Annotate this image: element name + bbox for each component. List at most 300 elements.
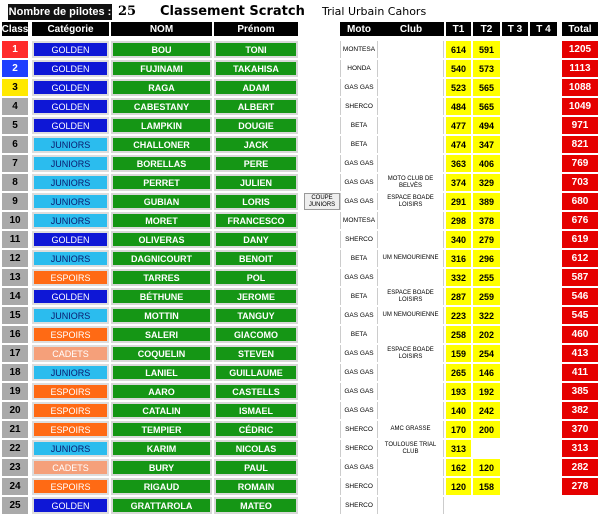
t2-score-cell: 158 — [473, 478, 500, 495]
total-cell: 545 — [562, 307, 598, 324]
table-row — [0, 212, 600, 231]
bike-cell: GAS GAS — [340, 269, 378, 286]
first-name-cell: POL — [214, 269, 298, 286]
total-cell: 971 — [562, 117, 598, 134]
rank-cell: 3 — [2, 79, 28, 96]
rank-cell: 23 — [2, 459, 28, 476]
club-cell: MOTO CLUB DE BELVÈS — [378, 174, 444, 191]
table-row — [0, 231, 600, 250]
col-header-total: Total — [562, 22, 598, 36]
t2-score-cell: 120 — [473, 459, 500, 476]
rank-cell: 18 — [2, 364, 28, 381]
t2-score-cell: 573 — [473, 60, 500, 77]
total-cell: 1113 — [562, 60, 598, 77]
last-name-cell: KARIM — [111, 440, 212, 457]
extra-cell — [304, 421, 340, 438]
first-name-cell: NICOLAS — [214, 440, 298, 457]
bike-cell: GAS GAS — [340, 364, 378, 381]
t1-score-cell: 291 — [446, 193, 471, 210]
first-name-cell: BENOIT — [214, 250, 298, 267]
page-header — [0, 0, 600, 24]
t3-score-cell — [502, 345, 528, 362]
t3-score-cell — [502, 440, 528, 457]
last-name-cell: BORELLAS — [111, 155, 212, 172]
t2-score-cell: 329 — [473, 174, 500, 191]
club-cell — [378, 79, 444, 96]
total-cell — [562, 497, 598, 514]
first-name-cell: FRANCESCO — [214, 212, 298, 229]
category-cell: JUNIORS — [32, 364, 109, 381]
t2-score-cell: 202 — [473, 326, 500, 343]
table-row — [0, 459, 600, 478]
t2-score-cell — [473, 440, 500, 457]
club-cell — [378, 155, 444, 172]
rank-cell: 14 — [2, 288, 28, 305]
t1-score-cell: 332 — [446, 269, 471, 286]
total-cell: 278 — [562, 478, 598, 495]
category-cell: ESPOIRS — [32, 383, 109, 400]
t4-score-cell — [530, 174, 557, 191]
rank-cell: 15 — [2, 307, 28, 324]
t1-score-cell: 258 — [446, 326, 471, 343]
total-cell: 411 — [562, 364, 598, 381]
first-name-cell: PAUL — [214, 459, 298, 476]
extra-cell — [304, 79, 340, 96]
event-subtitle: Trial Urbain Cahors — [322, 5, 427, 18]
extra-cell — [304, 98, 340, 115]
club-cell — [378, 497, 444, 514]
table-row — [0, 136, 600, 155]
rank-cell: 17 — [2, 345, 28, 362]
page-title: Classement Scratch — [160, 4, 305, 19]
last-name-cell: TEMPIER — [111, 421, 212, 438]
bike-cell: MONTESA — [340, 41, 378, 58]
bike-cell: BETA — [340, 250, 378, 267]
t2-score-cell: 406 — [473, 155, 500, 172]
first-name-cell: CÉDRIC — [214, 421, 298, 438]
total-cell: 676 — [562, 212, 598, 229]
total-cell: 769 — [562, 155, 598, 172]
extra-cell — [304, 250, 340, 267]
pilot-count-value: 25 — [118, 4, 137, 19]
table-row — [0, 402, 600, 421]
category-cell: GOLDEN — [32, 98, 109, 115]
bike-cell: SHERCO — [340, 231, 378, 248]
t4-score-cell — [530, 41, 557, 58]
total-cell: 1205 — [562, 41, 598, 58]
category-cell: JUNIORS — [32, 193, 109, 210]
last-name-cell: GUBIAN — [111, 193, 212, 210]
t1-score-cell: 313 — [446, 440, 471, 457]
t1-score-cell: 340 — [446, 231, 471, 248]
rank-cell: 10 — [2, 212, 28, 229]
t3-score-cell — [502, 250, 528, 267]
results-table — [0, 22, 600, 517]
total-cell: 370 — [562, 421, 598, 438]
rank-cell: 25 — [2, 497, 28, 514]
t4-score-cell — [530, 212, 557, 229]
t2-score-cell: 200 — [473, 421, 500, 438]
club-cell — [378, 383, 444, 400]
extra-cell — [304, 136, 340, 153]
first-name-cell: TAKAHISA — [214, 60, 298, 77]
t1-score-cell: 614 — [446, 41, 471, 58]
t1-score-cell: 374 — [446, 174, 471, 191]
t4-score-cell — [530, 60, 557, 77]
club-cell — [378, 41, 444, 58]
last-name-cell: TARRES — [111, 269, 212, 286]
t3-score-cell — [502, 326, 528, 343]
category-cell: CADETS — [32, 459, 109, 476]
t4-score-cell — [530, 98, 557, 115]
t3-score-cell — [502, 307, 528, 324]
club-cell — [378, 326, 444, 343]
total-cell: 385 — [562, 383, 598, 400]
rank-cell: 16 — [2, 326, 28, 343]
t2-score-cell: 378 — [473, 212, 500, 229]
bike-cell: SHERCO — [340, 440, 378, 457]
total-cell: 382 — [562, 402, 598, 419]
last-name-cell: SALERI — [111, 326, 212, 343]
club-cell: UM NEMOURIENNE — [378, 307, 444, 324]
bike-cell: GAS GAS — [340, 345, 378, 362]
club-cell: ESPACE BOADE LOISIRS — [378, 345, 444, 362]
rank-cell: 22 — [2, 440, 28, 457]
t4-score-cell — [530, 79, 557, 96]
category-cell: ESPOIRS — [32, 478, 109, 495]
total-cell: 680 — [562, 193, 598, 210]
t4-score-cell — [530, 497, 557, 514]
bike-cell: GAS GAS — [340, 307, 378, 324]
last-name-cell: CHALLONER — [111, 136, 212, 153]
last-name-cell: DAGNICOURT — [111, 250, 212, 267]
extra-cell — [304, 41, 340, 58]
table-row — [0, 288, 600, 307]
col-header-t4: T 4 — [530, 22, 557, 36]
first-name-cell: CASTELLS — [214, 383, 298, 400]
extra-cell — [304, 345, 340, 362]
total-cell: 313 — [562, 440, 598, 457]
t3-score-cell — [502, 155, 528, 172]
last-name-cell: OLIVERAS — [111, 231, 212, 248]
pilot-count-label: Nombre de pilotes : — [8, 6, 112, 18]
t3-score-cell — [502, 174, 528, 191]
t3-score-cell — [502, 117, 528, 134]
t1-score-cell: 265 — [446, 364, 471, 381]
last-name-cell: LANIEL — [111, 364, 212, 381]
t2-score-cell: 322 — [473, 307, 500, 324]
first-name-cell: ADAM — [214, 79, 298, 96]
first-name-cell: JACK — [214, 136, 298, 153]
first-name-cell: JEROME — [214, 288, 298, 305]
t4-score-cell — [530, 250, 557, 267]
t1-score-cell: 484 — [446, 98, 471, 115]
bike-cell: SHERCO — [340, 478, 378, 495]
bike-cell: BETA — [340, 117, 378, 134]
t3-score-cell — [502, 60, 528, 77]
col-header-club: Club — [378, 22, 444, 36]
extra-cell — [304, 288, 340, 305]
t4-score-cell — [530, 402, 557, 419]
table-row — [0, 60, 600, 79]
bike-cell: SHERCO — [340, 497, 378, 514]
last-name-cell: MORET — [111, 212, 212, 229]
bike-cell: HONDA — [340, 60, 378, 77]
t1-score-cell: 523 — [446, 79, 471, 96]
extra-cell — [304, 478, 340, 495]
t4-score-cell — [530, 478, 557, 495]
category-cell: GOLDEN — [32, 41, 109, 58]
rank-cell: 6 — [2, 136, 28, 153]
t3-score-cell — [502, 383, 528, 400]
col-header-t1: T1 — [446, 22, 471, 36]
table-row — [0, 478, 600, 497]
rank-cell: 24 — [2, 478, 28, 495]
bike-cell: GAS GAS — [340, 193, 378, 210]
table-header-row — [0, 22, 600, 41]
category-cell: CADETS — [32, 345, 109, 362]
t4-score-cell — [530, 269, 557, 286]
table-row — [0, 98, 600, 117]
club-cell — [378, 231, 444, 248]
t1-score-cell: 162 — [446, 459, 471, 476]
last-name-cell: BURY — [111, 459, 212, 476]
first-name-cell: LORIS — [214, 193, 298, 210]
club-cell: TOULOUSE TRIAL CLUB — [378, 440, 444, 457]
extra-cell — [304, 383, 340, 400]
table-row — [0, 326, 600, 345]
t1-score-cell — [446, 497, 471, 514]
t3-score-cell — [502, 193, 528, 210]
rank-cell: 21 — [2, 421, 28, 438]
first-name-cell: DOUGIE — [214, 117, 298, 134]
category-cell: JUNIORS — [32, 136, 109, 153]
t4-score-cell — [530, 364, 557, 381]
rank-cell: 20 — [2, 402, 28, 419]
first-name-cell: ISMAEL — [214, 402, 298, 419]
t1-score-cell: 193 — [446, 383, 471, 400]
table-row — [0, 383, 600, 402]
t3-score-cell — [502, 288, 528, 305]
first-name-cell: TANGUY — [214, 307, 298, 324]
t1-score-cell: 170 — [446, 421, 471, 438]
club-cell: ESPACE BOADE LOISIRS — [378, 193, 444, 210]
last-name-cell: RAGA — [111, 79, 212, 96]
t1-score-cell: 363 — [446, 155, 471, 172]
col-header-categorie: Catégorie — [32, 22, 109, 36]
club-cell — [378, 117, 444, 134]
total-cell: 619 — [562, 231, 598, 248]
category-cell: JUNIORS — [32, 155, 109, 172]
rank-cell: 7 — [2, 155, 28, 172]
t2-score-cell: 296 — [473, 250, 500, 267]
category-cell: ESPOIRS — [32, 326, 109, 343]
category-cell: JUNIORS — [32, 212, 109, 229]
t1-score-cell: 298 — [446, 212, 471, 229]
extra-cell: COUPE JUNIORS — [304, 193, 340, 210]
t1-score-cell: 540 — [446, 60, 471, 77]
extra-cell — [304, 212, 340, 229]
total-cell: 413 — [562, 345, 598, 362]
last-name-cell: LAMPKIN — [111, 117, 212, 134]
rank-cell: 13 — [2, 269, 28, 286]
category-cell: JUNIORS — [32, 250, 109, 267]
last-name-cell: FUJINAMI — [111, 60, 212, 77]
t1-score-cell: 477 — [446, 117, 471, 134]
club-cell — [378, 98, 444, 115]
category-cell: ESPOIRS — [32, 421, 109, 438]
rank-cell: 4 — [2, 98, 28, 115]
t2-score-cell: 494 — [473, 117, 500, 134]
first-name-cell: STEVEN — [214, 345, 298, 362]
t2-score-cell: 591 — [473, 41, 500, 58]
last-name-cell: COQUELIN — [111, 345, 212, 362]
extra-cell — [304, 440, 340, 457]
t4-score-cell — [530, 193, 557, 210]
col-header-t3: T 3 — [502, 22, 528, 36]
table-row — [0, 174, 600, 193]
club-cell — [378, 459, 444, 476]
t4-score-cell — [530, 307, 557, 324]
last-name-cell: GRATTAROLA — [111, 497, 212, 514]
t2-score-cell: 254 — [473, 345, 500, 362]
first-name-cell: TONI — [214, 41, 298, 58]
t4-score-cell — [530, 136, 557, 153]
club-cell — [378, 136, 444, 153]
t1-score-cell: 140 — [446, 402, 471, 419]
table-row — [0, 41, 600, 60]
category-cell: JUNIORS — [32, 440, 109, 457]
t2-score-cell: 242 — [473, 402, 500, 419]
category-cell: JUNIORS — [32, 307, 109, 324]
rank-cell: 11 — [2, 231, 28, 248]
t2-score-cell: 389 — [473, 193, 500, 210]
category-cell: GOLDEN — [32, 497, 109, 514]
club-cell: UM NEMOURIENNE — [378, 250, 444, 267]
t3-score-cell — [502, 269, 528, 286]
extra-cell — [304, 459, 340, 476]
t3-score-cell — [502, 402, 528, 419]
t4-score-cell — [530, 326, 557, 343]
category-cell: GOLDEN — [32, 60, 109, 77]
extra-cell — [304, 364, 340, 381]
club-cell — [378, 60, 444, 77]
first-name-cell: ALBERT — [214, 98, 298, 115]
club-cell: AMC GRASSE — [378, 421, 444, 438]
t3-score-cell — [502, 212, 528, 229]
bike-cell: GAS GAS — [340, 402, 378, 419]
col-header-t2: T2 — [473, 22, 500, 36]
total-cell: 282 — [562, 459, 598, 476]
extra-cell — [304, 231, 340, 248]
t1-score-cell: 223 — [446, 307, 471, 324]
t3-score-cell — [502, 231, 528, 248]
t2-score-cell — [473, 497, 500, 514]
last-name-cell: BOU — [111, 41, 212, 58]
t2-score-cell: 565 — [473, 79, 500, 96]
t1-score-cell: 287 — [446, 288, 471, 305]
total-cell: 612 — [562, 250, 598, 267]
table-row — [0, 364, 600, 383]
club-cell — [378, 402, 444, 419]
total-cell: 1049 — [562, 98, 598, 115]
bike-cell: GAS GAS — [340, 174, 378, 191]
bike-cell: GAS GAS — [340, 383, 378, 400]
t3-score-cell — [502, 478, 528, 495]
category-cell: ESPOIRS — [32, 269, 109, 286]
t4-score-cell — [530, 231, 557, 248]
last-name-cell: CATALIN — [111, 402, 212, 419]
first-name-cell: JULIEN — [214, 174, 298, 191]
table-row — [0, 193, 600, 212]
table-row — [0, 250, 600, 269]
t3-score-cell — [502, 497, 528, 514]
col-header-moto: Moto — [340, 22, 378, 36]
t4-score-cell — [530, 421, 557, 438]
bike-cell: MONTESA — [340, 212, 378, 229]
col-header-nom: NOM — [111, 22, 212, 36]
total-cell: 460 — [562, 326, 598, 343]
t2-score-cell: 279 — [473, 231, 500, 248]
category-cell: GOLDEN — [32, 231, 109, 248]
rank-cell: 5 — [2, 117, 28, 134]
t2-score-cell: 146 — [473, 364, 500, 381]
t2-score-cell: 259 — [473, 288, 500, 305]
first-name-cell: GIACOMO — [214, 326, 298, 343]
extra-cell — [304, 117, 340, 134]
extra-cell — [304, 60, 340, 77]
bike-cell: GAS GAS — [340, 459, 378, 476]
bike-cell: GAS GAS — [340, 155, 378, 172]
club-cell — [378, 269, 444, 286]
col-header-class: Class — [2, 23, 28, 35]
t2-score-cell: 255 — [473, 269, 500, 286]
extra-cell — [304, 269, 340, 286]
first-name-cell: PERE — [214, 155, 298, 172]
bike-cell: GAS GAS — [340, 79, 378, 96]
club-cell — [378, 364, 444, 381]
bike-cell: SHERCO — [340, 98, 378, 115]
extra-cell — [304, 497, 340, 514]
t2-score-cell: 565 — [473, 98, 500, 115]
t3-score-cell — [502, 41, 528, 58]
category-cell: GOLDEN — [32, 117, 109, 134]
col-header-prenom: Prénom — [214, 22, 298, 36]
last-name-cell: BÉTHUNE — [111, 288, 212, 305]
bike-cell: BETA — [340, 326, 378, 343]
bike-cell: SHERCO — [340, 421, 378, 438]
first-name-cell: ROMAIN — [214, 478, 298, 495]
bike-cell: BETA — [340, 288, 378, 305]
extra-cell — [304, 174, 340, 191]
t1-score-cell: 316 — [446, 250, 471, 267]
t4-score-cell — [530, 440, 557, 457]
category-cell: GOLDEN — [32, 79, 109, 96]
last-name-cell: CABESTANY — [111, 98, 212, 115]
total-cell: 821 — [562, 136, 598, 153]
table-row — [0, 440, 600, 459]
table-row — [0, 421, 600, 440]
rank-cell: 19 — [2, 383, 28, 400]
t4-score-cell — [530, 459, 557, 476]
table-row — [0, 79, 600, 98]
t4-score-cell — [530, 345, 557, 362]
total-cell: 546 — [562, 288, 598, 305]
extra-cell — [304, 402, 340, 419]
table-row — [0, 497, 600, 516]
t3-score-cell — [502, 421, 528, 438]
table-row — [0, 269, 600, 288]
